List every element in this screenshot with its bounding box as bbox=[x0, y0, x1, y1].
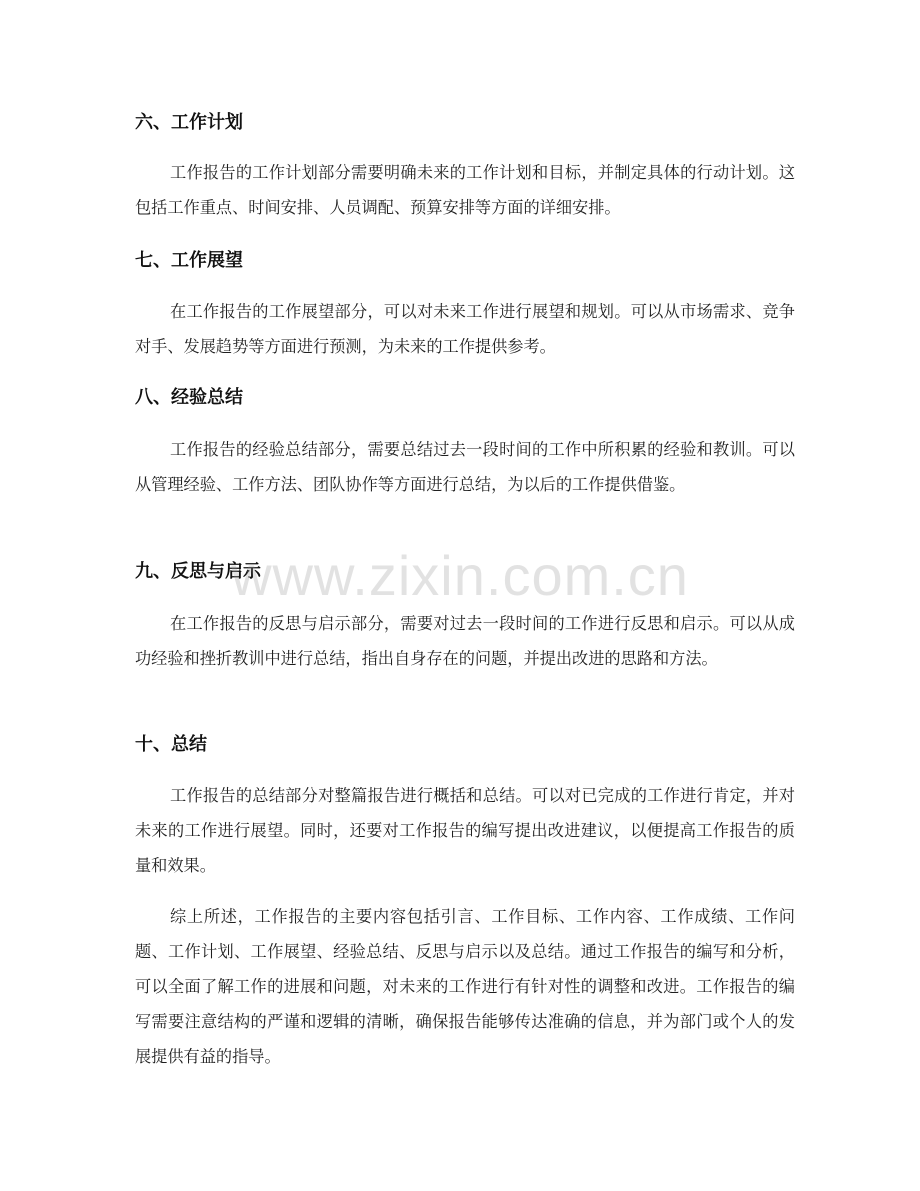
section-heading-10: 十、总结 bbox=[135, 734, 207, 755]
section-heading-9: 九、反思与启示 bbox=[135, 561, 261, 582]
section-heading-6: 六、工作计划 bbox=[135, 112, 243, 133]
section-heading-7: 七、工作展望 bbox=[135, 250, 243, 271]
watermark: www.zixin.com.cn bbox=[231, 544, 689, 607]
section-8-paragraph: 工作报告的经验总结部分，需要总结过去一段时间的工作中所积累的经验和教训。可以从管理经验、工作方法、团队协作等方面进行总结，为以后的工作提供借鉴。 bbox=[135, 440, 795, 494]
section-10-paragraph-1: 工作报告的总结部分对整篇报告进行概括和总结。可以对已完成的工作进行肯定，并对未来的工作进行展望。同时，还要对工作报告的编写提出改进建议，以便提高工作报告的质量和效果。 bbox=[135, 786, 795, 875]
section-6-paragraph: 工作报告的工作计划部分需要明确未来的工作计划和目标，并制定具体的行动计划。这包括工作重点、时间安排、人员调配、预算安排等方面的详细安排。 bbox=[135, 163, 795, 217]
section-7-paragraph: 在工作报告的工作展望部分，可以对未来工作进行展望和规划。可以从市场需求、竞争对手、发展趋势等方面进行预测，为未来的工作提供参考。 bbox=[135, 302, 795, 356]
section-heading-8: 八、经验总结 bbox=[135, 387, 243, 408]
section-9-paragraph: 在工作报告的反思与启示部分，需要对过去一段时间的工作进行反思和启示。可以从成功经验和挫折教训中进行总结，指出自身存在的问题，并提出改进的思路和方法。 bbox=[135, 614, 795, 668]
section-10-paragraph-2: 综上所述，工作报告的主要内容包括引言、工作目标、工作内容、工作成绩、工作问题、工作计划、工作展望、经验总结、反思与启示以及总结。通过工作报告的编写和分析，可以全面了解工作的进展和问题，对未来的工作进行有针对性的调整和改进。工作报告的编写需要注意结构的严谨和逻辑的清晰，确保报告能够传达准确的信息，并为部门或个人的发展提供有益的指导。 bbox=[135, 907, 795, 1066]
